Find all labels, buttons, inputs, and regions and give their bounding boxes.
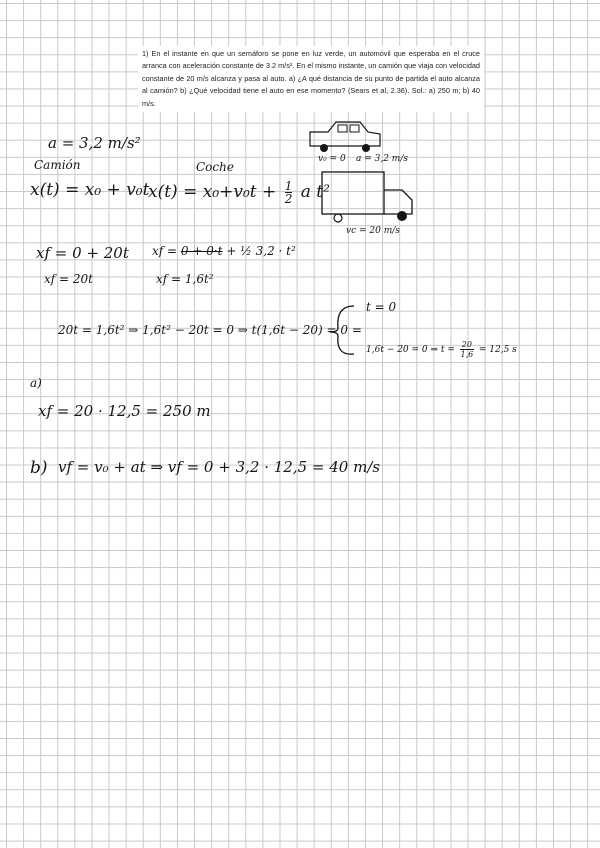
- coche-equation-part-a: x(t) = x₀+v₀t +: [148, 182, 277, 202]
- solve-equation: 20t = 1,6t² ⇒ 1,6t² − 20t = 0 ⇒ t(1,6t − 20) = 0 =: [58, 323, 362, 337]
- truck-velocity-label: vc = 20 m/s: [346, 226, 400, 236]
- half-numerator: 1: [284, 179, 293, 193]
- coche-label: Coche: [196, 160, 234, 174]
- xf-camion-line2: xf = 20t: [44, 272, 93, 286]
- problem-statement: 1) En el instante en que un semáforo se pone en luz verde, un automóvil que esperaba en el cruce arranca con aceleración constante de 3.2 m/s². En el mismo instante, un camión que viaja con velocidad constante de 20 m/s alcanza y pasa al auto. a) ¿A qué distancia de su punto de partida el auto alcanza al camión? b) ¿Qué velocidad tiene el auto en ese momento? (Sears et al, 2.36). Sol.: a) 250 m; b) 40 m/s.: [138, 46, 484, 112]
- part-b-label: b): [30, 458, 48, 478]
- part-a-label: a): [30, 376, 42, 390]
- root-second: [366, 340, 517, 359]
- car-sketch: [306, 118, 386, 158]
- truck-sketch: [318, 168, 418, 228]
- half-fraction: [285, 180, 293, 205]
- xf-coche-line1: [152, 244, 296, 258]
- xf-coche-line1-rhs: + ½ 3,2 · t²: [226, 244, 296, 258]
- camion-label: Camión: [34, 158, 81, 172]
- root-fraction: [460, 340, 474, 359]
- camion-equation: x(t) = x₀ + v₀t: [30, 180, 150, 200]
- root-t-zero: t = 0: [366, 300, 397, 314]
- half-denominator: 2: [284, 192, 293, 206]
- part-a-equation: xf = 20 · 12,5 = 250 m: [38, 402, 211, 420]
- root-second-rhs: = 12,5 s: [478, 345, 517, 355]
- xf-coche-line2: xf = 1,6t²: [156, 272, 214, 286]
- xf-coche-struck-terms: 0 + 0·t: [180, 244, 223, 258]
- brace: [328, 300, 358, 360]
- root-fraction-den: 1,6: [460, 350, 474, 359]
- root-fraction-num: 20: [461, 340, 472, 349]
- xf-coche-line1-lhs: xf =: [152, 244, 178, 258]
- car-v0-label: v₀ = 0: [318, 154, 346, 164]
- xf-camion-line1: xf = 0 + 20t: [36, 244, 129, 262]
- coche-equation-part-b: a t²: [300, 182, 330, 202]
- part-b-equation: vf = v₀ + at ⇒ vf = 0 + 3,2 · 12,5 = 40 m/s: [58, 458, 381, 476]
- acceleration-note: a = 3,2 m/s²: [48, 134, 141, 152]
- coche-equation: [148, 180, 330, 205]
- root-second-lhs: 1,6t − 20 = 0 ⇒ t =: [366, 345, 455, 355]
- car-acceleration-label: a = 3,2 m/s: [356, 154, 408, 164]
